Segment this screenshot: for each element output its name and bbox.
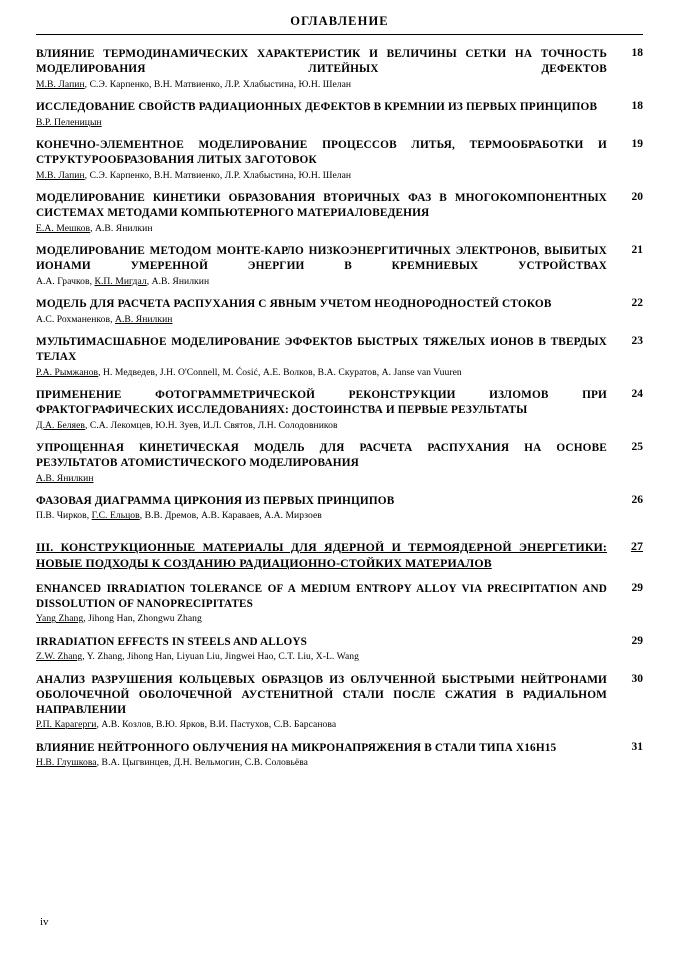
author-presenter: Д.А. Беляев (36, 419, 85, 431)
toc-entry-authors (36, 473, 607, 485)
toc-entry-page-number: 18 (631, 100, 643, 112)
toc-entry-body (36, 388, 617, 432)
toc-entry-authors (36, 170, 607, 182)
toc-entry-title: МОДЕЛИРОВАНИЕ МЕТОДОМ МОНТЕ-КАРЛО НИЗКОЭНЕРГИТИЧНЫХ ЭЛЕКТРОНОВ, ВЫБИТЫХ ИОНАМИ УМЕРЕННОЙ ЭНЕРГИИ В КРЕМНИЕВЫХ УСТРОЙСТВАХ (36, 244, 607, 272)
page-folio: iv (40, 916, 49, 928)
author-coauthors: , С.А. Лекомцев, Ю.Н. Зуев, И.Л. Святов, Л.Н. Солодовников (84, 419, 338, 431)
author-presenter: В.Р. Пеленицын (36, 116, 102, 128)
toc-entry[interactable] (36, 441, 643, 485)
author-presenter: Г.С. Ельцов (91, 510, 140, 522)
toc-entry-page-number: 30 (631, 672, 643, 685)
toc-entry[interactable] (36, 673, 643, 732)
toc-entry-body (36, 244, 617, 288)
toc-entry-title: ФАЗОВАЯ ДИАГРАММА ЦИРКОНИЯ ИЗ ПЕРВЫХ ПРИНЦИПОВ (36, 494, 395, 507)
header-divider (36, 34, 643, 35)
toc-entry-page-number: 27 (631, 538, 643, 553)
toc-entry-body (36, 335, 617, 379)
toc-entry-body (36, 441, 617, 485)
toc-entry-authors (36, 117, 607, 129)
author-presenter: Р.П. Карагерги (36, 719, 97, 731)
toc-entry-page-number: 25 (631, 440, 643, 453)
toc-entry-page-number: 20 (631, 190, 643, 203)
toc-entry[interactable] (36, 335, 643, 379)
toc-entry-authors (36, 719, 607, 731)
author-presenter: М.В. Лапин (36, 78, 85, 90)
toc-entry-title: МУЛЬТИМАСШАБНОЕ МОДЕЛИРОВАНИЕ ЭФФЕКТОВ БЫСТРЫХ ТЯЖЕЛЫХ ИОНОВ В ТВЕРДЫХ ТЕЛАХ (36, 335, 607, 363)
toc-list (36, 47, 643, 770)
toc-entry-authors (36, 314, 607, 326)
author-coauthors: , В.А. Цыгвинцев, Д.Н. Вельмогин, С.В. Соловьёва (96, 757, 308, 769)
toc-entry-title: АНАЛИЗ РАЗРУШЕНИЯ КОЛЬЦЕВЫХ ОБРАЗЦОВ ИЗ ОБЛУЧЕННОЙ БЫСТРЫМИ НЕЙТРОНАМИ ОБОЛОЧЕЧНОЙ ОБОЛОЧЕЧНОЙ АУСТЕНИТНОЙ СТАЛИ ПОСЛЕ СЖАТИЯ В РАДИАЛЬНОМ НАПРАВЛЕНИИ (36, 673, 607, 716)
toc-entry-body (36, 741, 617, 770)
toc-entry[interactable] (36, 635, 643, 664)
author-presenter: Р.А. Рымжанов (36, 366, 99, 378)
toc-entry-authors (36, 79, 607, 91)
author-presenter: Z.W. Zhang (36, 651, 83, 663)
toc-entry[interactable] (36, 191, 643, 235)
toc-entry[interactable] (36, 582, 643, 626)
toc-entry-authors (36, 420, 607, 432)
toc-entry-title: МОДЕЛИРОВАНИЕ КИНЕТИКИ ОБРАЗОВАНИЯ ВТОРИЧНЫХ ФАЗ В МНОГОКОМПОНЕНТНЫХ СИСТЕМАХ МЕТОДАМИ КОМПЬЮТЕРНОГО МАТЕРИАЛОВЕДЕНИЯ (36, 191, 607, 219)
author-coauthors: , С.Э. Карпенко, В.Н. Матвиенко, Л.Р. Хлабыстина, Ю.Н. Шелан (84, 78, 352, 90)
toc-entry-body (36, 297, 617, 326)
author-coauthors: , Y. Zhang, Jihong Han, Liyuan Liu, Jingwei Hao, C.T. Liu, X-L. Wang (82, 651, 359, 663)
toc-entry-title: УПРОЩЕННАЯ КИНЕТИЧЕСКАЯ МОДЕЛЬ ДЛЯ РАСЧЕТА РАСПУХАНИЯ НА ОСНОВЕ РЕЗУЛЬТАТОВ АТОМИСТИЧЕСКОГО МОДЕЛИРОВАНИЯ (36, 441, 607, 469)
toc-entry-authors (36, 757, 607, 769)
toc-entry-title: ИССЛЕДОВАНИЕ СВОЙСТВ РАДИАЦИОННЫХ ДЕФЕКТОВ В КРЕМНИИ ИЗ ПЕРВЫХ ПРИНЦИПОВ (36, 101, 598, 113)
toc-entry[interactable] (36, 47, 643, 91)
author-coauthors: , В.В. Дремов, А.В. Караваев, А.А. Мирзоев (139, 510, 322, 522)
page-header: ОГЛАВЛЕНИЕ (290, 14, 389, 28)
author-presenter: К.П. Мигдал (94, 275, 147, 287)
toc-entry-title: МОДЕЛЬ ДЛЯ РАСЧЕТА РАСПУХАНИЯ С ЯВНЫМ УЧЕТОМ НЕОДНОРОДНОСТЕЙ СТОКОВ (36, 297, 552, 310)
toc-entry-body (36, 494, 617, 523)
toc-entry-title: ENHANCED IRRADIATION TOLERANCE OF A MEDIUM ENTROPY ALLOY VIA PRECIPITATION AND DISSOLUTION OF NANOPRECIPITATES (36, 582, 607, 610)
toc-entry-authors (36, 651, 607, 663)
toc-entry-body (36, 673, 617, 732)
toc-entry[interactable] (36, 138, 643, 182)
toc-entry-authors (36, 613, 607, 625)
toc-entry-body (36, 582, 617, 626)
toc-entry-page-number: 26 (631, 493, 643, 506)
toc-entry-authors (36, 223, 607, 235)
author-prefix: А.С. Рохманенков, (36, 313, 115, 325)
toc-entry-authors (36, 510, 607, 522)
author-prefix: П.В. Чирков, (36, 510, 92, 522)
toc-entry-page-number: 29 (631, 581, 643, 594)
author-presenter: А.В. Янилкин (114, 313, 173, 325)
toc-section-heading[interactable] (36, 539, 643, 572)
toc-entry-title: III. КОНСТРУКЦИОННЫЕ МАТЕРИАЛЫ ДЛЯ ЯДЕРНОЙ И ТЕРМОЯДЕРНОЙ ЭНЕРГЕТИКИ: НОВЫЕ ПОДХОДЫ К СОЗДАНИЮ РАДИАЦИОННО-СТОЙКИХ МАТЕРИАЛОВ (36, 539, 607, 571)
author-presenter: М.В. Лапин (36, 169, 85, 181)
toc-entry[interactable] (36, 100, 643, 129)
toc-entry-body (36, 539, 617, 572)
toc-entry-authors (36, 367, 607, 379)
toc-entry-title: IRRADIATION EFFECTS IN STEELS AND ALLOYS (36, 635, 307, 648)
author-presenter: Yang Zhang (36, 613, 84, 625)
toc-entry-title: ВЛИЯНИЕ ТЕРМОДИНАМИЧЕСКИХ ХАРАКТЕРИСТИК И ВЕЛИЧИНЫ СЕТКИ НА ТОЧНОСТЬ МОДЕЛИРОВАНИЯ ЛИТЕЙНЫХ ДЕФЕКТОВ (36, 48, 607, 76)
toc-entry[interactable] (36, 741, 643, 770)
toc-entry-page-number: 31 (631, 740, 643, 753)
toc-entry-authors (36, 276, 607, 288)
author-coauthors: , А.В. Янилкин (146, 275, 210, 287)
toc-entry[interactable] (36, 494, 643, 523)
toc-entry-page-number: 18 (631, 47, 643, 59)
author-coauthors: , Н. Медведев, J.H. O'Connell, M. Ćosić, А.Е. Волков, В.А. Скуратов, A. Janse van Vuuren (98, 366, 462, 378)
toc-entry-page-number: 23 (631, 334, 643, 347)
toc-entry-body (36, 191, 617, 235)
author-coauthors: , Jihong Han, Zhongwu Zhang (83, 613, 202, 625)
author-coauthors: , А.В. Козлов, В.Ю. Ярков, В.И. Пастухов, С.В. Барсанова (96, 719, 337, 731)
author-prefix: А.А. Грачков, (36, 275, 95, 287)
author-coauthors: , А.В. Янилкин (90, 222, 153, 234)
toc-entry-page-number: 19 (631, 137, 643, 150)
toc-entry[interactable] (36, 297, 643, 326)
author-presenter: Н.В. Глушкова (36, 757, 97, 769)
toc-entry-page-number: 29 (631, 634, 643, 647)
author-coauthors: , С.Э. Карпенко, В.Н. Матвиенко, Л.Р. Хлабыстина, Ю.Н. Шелан (84, 169, 352, 181)
toc-entry-page-number: 21 (631, 243, 643, 256)
toc-entry-page-number: 22 (631, 296, 643, 309)
author-presenter: Е.А. Мешков (36, 222, 91, 234)
toc-entry[interactable] (36, 388, 643, 432)
toc-entry-body (36, 635, 617, 664)
toc-entry-body (36, 47, 617, 91)
toc-entry-body (36, 138, 617, 182)
toc-entry[interactable] (36, 244, 643, 288)
toc-entry-title: ПРИМЕНЕНИЕ ФОТОГРАММЕТРИЧЕСКОЙ РЕКОНСТРУКЦИИ ИЗЛОМОВ ПРИ ФРАКТОГРАФИЧЕСКИХ ИССЛЕДОВАНИЯХ: ДОСТОИНСТВА И ПЕРВЫЕ РЕЗУЛЬТАТЫ (36, 388, 607, 416)
toc-entry-title: ВЛИЯНИЕ НЕЙТРОННОГО ОБЛУЧЕНИЯ НА МИКРОНАПРЯЖЕНИЯ В СТАЛИ ТИПА Х16Н15 (36, 741, 557, 754)
toc-entry-body (36, 100, 617, 129)
toc-entry-title: КОНЕЧНО-ЭЛЕМЕНТНОЕ МОДЕЛИРОВАНИЕ ПРОЦЕССОВ ЛИТЬЯ, ТЕРМООБРАБОТКИ И СТРУКТУРООБРАЗОВАНИЯ ЛИТЫХ ЗАГОТОВОК (36, 138, 607, 166)
toc-entry-page-number: 24 (631, 387, 643, 400)
author-presenter: А.В. Янилкин (36, 472, 94, 484)
